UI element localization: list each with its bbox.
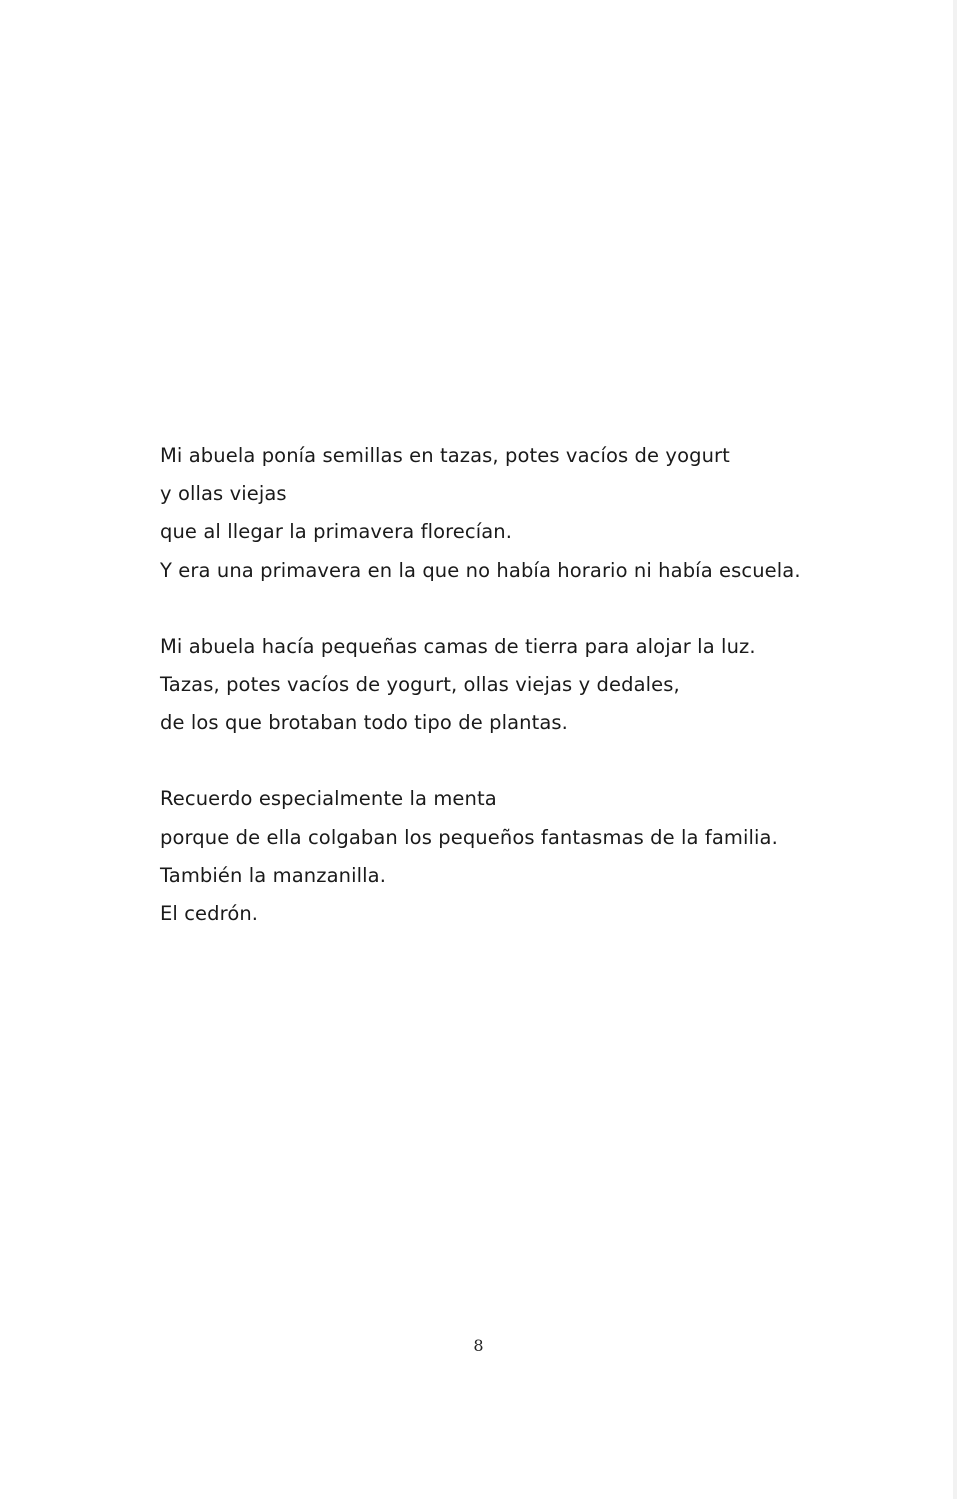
poem-body: [160, 437, 900, 933]
poem-line: Mi abuela hacía pequeñas camas de tierra para alojar la luz.: [160, 634, 756, 658]
poem-line: El cedrón.: [160, 902, 259, 926]
poem-line: También la manzanilla.: [160, 863, 386, 887]
stanza-1: [160, 437, 900, 590]
poem-line: Tazas, potes vacíos de yogurt, ollas viejas y dedales,: [160, 673, 680, 697]
poem-line: porque de ella colgaban los pequeños fantasmas de la familia.: [160, 825, 778, 849]
poem-line: Recuerdo especialmente la menta: [160, 787, 497, 811]
poem-line: Y era una primavera en la que no había horario ni había escuela.: [160, 558, 801, 582]
poem-line: que al llegar la primavera florecían.: [160, 520, 513, 544]
stanza-2: [160, 628, 900, 743]
poem-line: de los que brotaban todo tipo de plantas.: [160, 711, 568, 735]
stanza-3: [160, 780, 900, 933]
poem-line: y ollas viejas: [160, 482, 287, 506]
poem-line: Mi abuela ponía semillas en tazas, potes vacíos de yogurt: [160, 444, 730, 467]
page-edge: [953, 0, 957, 1499]
page-number: 8: [473, 1336, 484, 1355]
